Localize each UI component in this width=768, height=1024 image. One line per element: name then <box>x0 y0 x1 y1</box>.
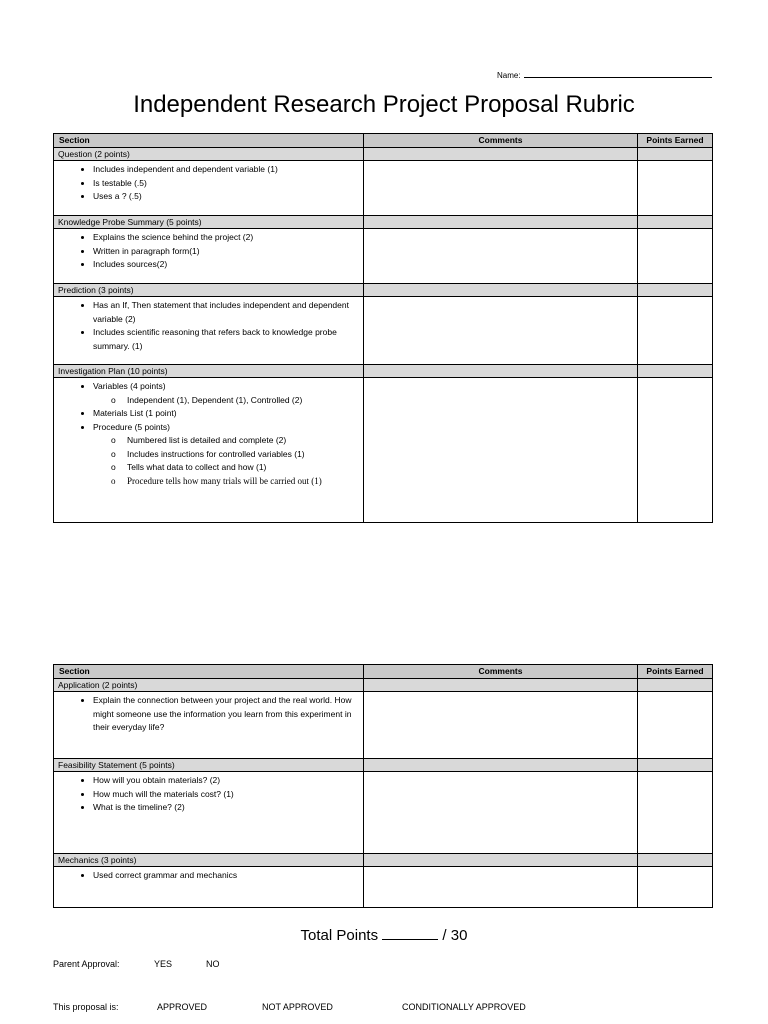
comments-header-cell <box>364 216 638 229</box>
section-row <box>54 365 713 378</box>
proposal-status-label: This proposal is: <box>53 1002 119 1012</box>
total-points-blank[interactable] <box>382 927 438 940</box>
comments-header-cell <box>364 679 638 692</box>
section-row <box>54 284 713 297</box>
parent-approval-yes[interactable]: YES <box>154 959 173 969</box>
points-earned-header: Points Earned <box>638 134 713 148</box>
comments-cell[interactable] <box>364 297 638 365</box>
section-row <box>54 759 713 772</box>
criteria-item <box>93 190 363 204</box>
section-header: Section <box>54 134 364 148</box>
criteria-item <box>93 694 363 735</box>
criteria-list <box>54 774 363 815</box>
criteria-item <box>93 326 363 353</box>
criteria-item <box>93 163 363 177</box>
criteria-row <box>54 772 713 854</box>
page-title: Independent Research Project Proposal Rubric <box>133 91 635 118</box>
points-header-cell <box>638 148 713 161</box>
criteria-cell <box>54 692 364 759</box>
comments-header-cell <box>364 284 638 297</box>
criteria-item <box>93 245 363 259</box>
criteria-text: How will you obtain materials? (2) <box>93 775 221 785</box>
criteria-item <box>93 380 363 407</box>
criteria-text: Is testable (.5) <box>93 177 147 188</box>
criteria-item <box>93 801 363 815</box>
points-earned-cell[interactable] <box>638 772 713 854</box>
comments-cell[interactable] <box>364 772 638 854</box>
points-header-cell <box>638 679 713 692</box>
criteria-text: Includes independent and dependent variable (1) <box>93 164 278 174</box>
section-title: Mechanics (3 points) <box>54 854 364 867</box>
status-conditionally-approved[interactable]: CONDITIONALLY APPROVED <box>402 1002 526 1012</box>
section-row <box>54 148 713 161</box>
comments-cell[interactable] <box>364 692 638 759</box>
criteria-cell <box>54 772 364 854</box>
criteria-item <box>93 177 363 191</box>
name-blank[interactable] <box>524 71 712 78</box>
comments-header-cell <box>364 365 638 378</box>
criteria-list <box>54 299 363 353</box>
comments-header-cell <box>364 759 638 772</box>
criteria-row <box>54 867 713 908</box>
criteria-text: Includes scientific reasoning that refers back to knowledge probe summary. (1) <box>93 327 337 351</box>
parent-approval-no[interactable]: NO <box>206 959 220 969</box>
criteria-text: Explains the science behind the project (2) <box>93 232 254 242</box>
criteria-text: Uses a ? (.5) <box>93 191 142 201</box>
criteria-text: Used correct grammar and mechanics <box>93 870 238 880</box>
section-title: Knowledge Probe Summary (5 points) <box>54 216 364 229</box>
points-header-cell <box>638 365 713 378</box>
criteria-text: What is the timeline? (2) <box>93 802 185 812</box>
name-field <box>497 71 712 80</box>
section-title: Investigation Plan (10 points) <box>54 365 364 378</box>
comments-cell[interactable] <box>364 229 638 284</box>
comments-header-cell <box>364 148 638 161</box>
criteria-row <box>54 378 713 523</box>
criteria-text: Includes sources(2) <box>93 259 168 269</box>
sub-criteria-item: o Procedure tells how many trials will be carried out (1) <box>111 475 363 487</box>
points-earned-cell[interactable] <box>638 378 713 523</box>
points-earned-cell[interactable] <box>638 867 713 908</box>
comments-header: Comments <box>364 134 638 148</box>
criteria-row <box>54 229 713 284</box>
name-label: Name: <box>497 71 521 80</box>
section-title: Question (2 points) <box>54 148 364 161</box>
rubric-table-2 <box>53 664 713 908</box>
criteria-row <box>54 161 713 216</box>
section-title: Prediction (3 points) <box>54 284 364 297</box>
comments-cell[interactable] <box>364 161 638 216</box>
criteria-text: Materials List (1 point) <box>93 408 177 418</box>
sub-criteria-list <box>93 434 363 487</box>
criteria-item <box>93 231 363 245</box>
total-points-suffix: / 30 <box>442 927 468 944</box>
section-header: Section <box>54 665 364 679</box>
points-header-cell <box>638 216 713 229</box>
criteria-text: Explain the connection between your project and the real world. How might someone use the information you learn from this experiment in their everyday life? <box>93 695 352 732</box>
section-title: Application (2 points) <box>54 679 364 692</box>
points-header-cell <box>638 759 713 772</box>
criteria-list <box>54 163 363 204</box>
criteria-list <box>54 869 363 883</box>
sub-criteria-item: o Tells what data to collect and how (1) <box>111 461 363 475</box>
total-points <box>0 927 768 944</box>
criteria-cell <box>54 229 364 284</box>
criteria-cell <box>54 867 364 908</box>
criteria-list <box>54 380 363 487</box>
points-earned-cell[interactable] <box>638 229 713 284</box>
points-earned-cell[interactable] <box>638 692 713 759</box>
criteria-item <box>93 299 363 326</box>
criteria-item <box>93 774 363 788</box>
criteria-list <box>54 694 363 735</box>
section-row <box>54 216 713 229</box>
criteria-item <box>93 421 363 487</box>
criteria-item <box>93 407 363 421</box>
section-row <box>54 854 713 867</box>
parent-approval-label: Parent Approval: <box>53 959 120 969</box>
criteria-text: Written in paragraph form(1) <box>93 245 200 256</box>
sub-criteria-item: o Numbered list is detailed and complete (2) <box>111 434 363 448</box>
criteria-text: Procedure (5 points) <box>93 421 171 432</box>
points-earned-cell[interactable] <box>638 161 713 216</box>
rubric-table-1 <box>53 133 713 523</box>
points-header-cell <box>638 284 713 297</box>
criteria-text: Variables (4 points) <box>93 381 166 391</box>
points-earned-header: Points Earned <box>638 665 713 679</box>
comments-header-cell <box>364 854 638 867</box>
total-points-label: Total Points <box>300 927 379 944</box>
criteria-item <box>93 258 363 272</box>
criteria-cell <box>54 378 364 523</box>
sub-criteria-item: o Includes instructions for controlled variables (1) <box>111 448 363 462</box>
points-earned-cell[interactable] <box>638 297 713 365</box>
section-row <box>54 679 713 692</box>
criteria-item <box>93 869 363 883</box>
criteria-row <box>54 692 713 759</box>
criteria-cell <box>54 161 364 216</box>
criteria-row <box>54 297 713 365</box>
criteria-cell <box>54 297 364 365</box>
section-title: Feasibility Statement (5 points) <box>54 759 364 772</box>
comments-cell[interactable] <box>364 378 638 523</box>
criteria-item <box>93 788 363 802</box>
comments-cell[interactable] <box>364 867 638 908</box>
criteria-list <box>54 231 363 272</box>
sub-criteria-list <box>93 394 363 408</box>
status-not-approved[interactable]: NOT APPROVED <box>262 1002 333 1012</box>
sub-criteria-item: o Independent (1), Dependent (1), Controlled (2) <box>111 394 363 408</box>
comments-header: Comments <box>364 665 638 679</box>
points-header-cell <box>638 854 713 867</box>
status-approved[interactable]: APPROVED <box>157 1002 208 1012</box>
criteria-text: Has an If, Then statement that includes independent and dependent variable (2) <box>93 300 349 324</box>
criteria-text: How much will the materials cost? (1) <box>93 788 234 799</box>
